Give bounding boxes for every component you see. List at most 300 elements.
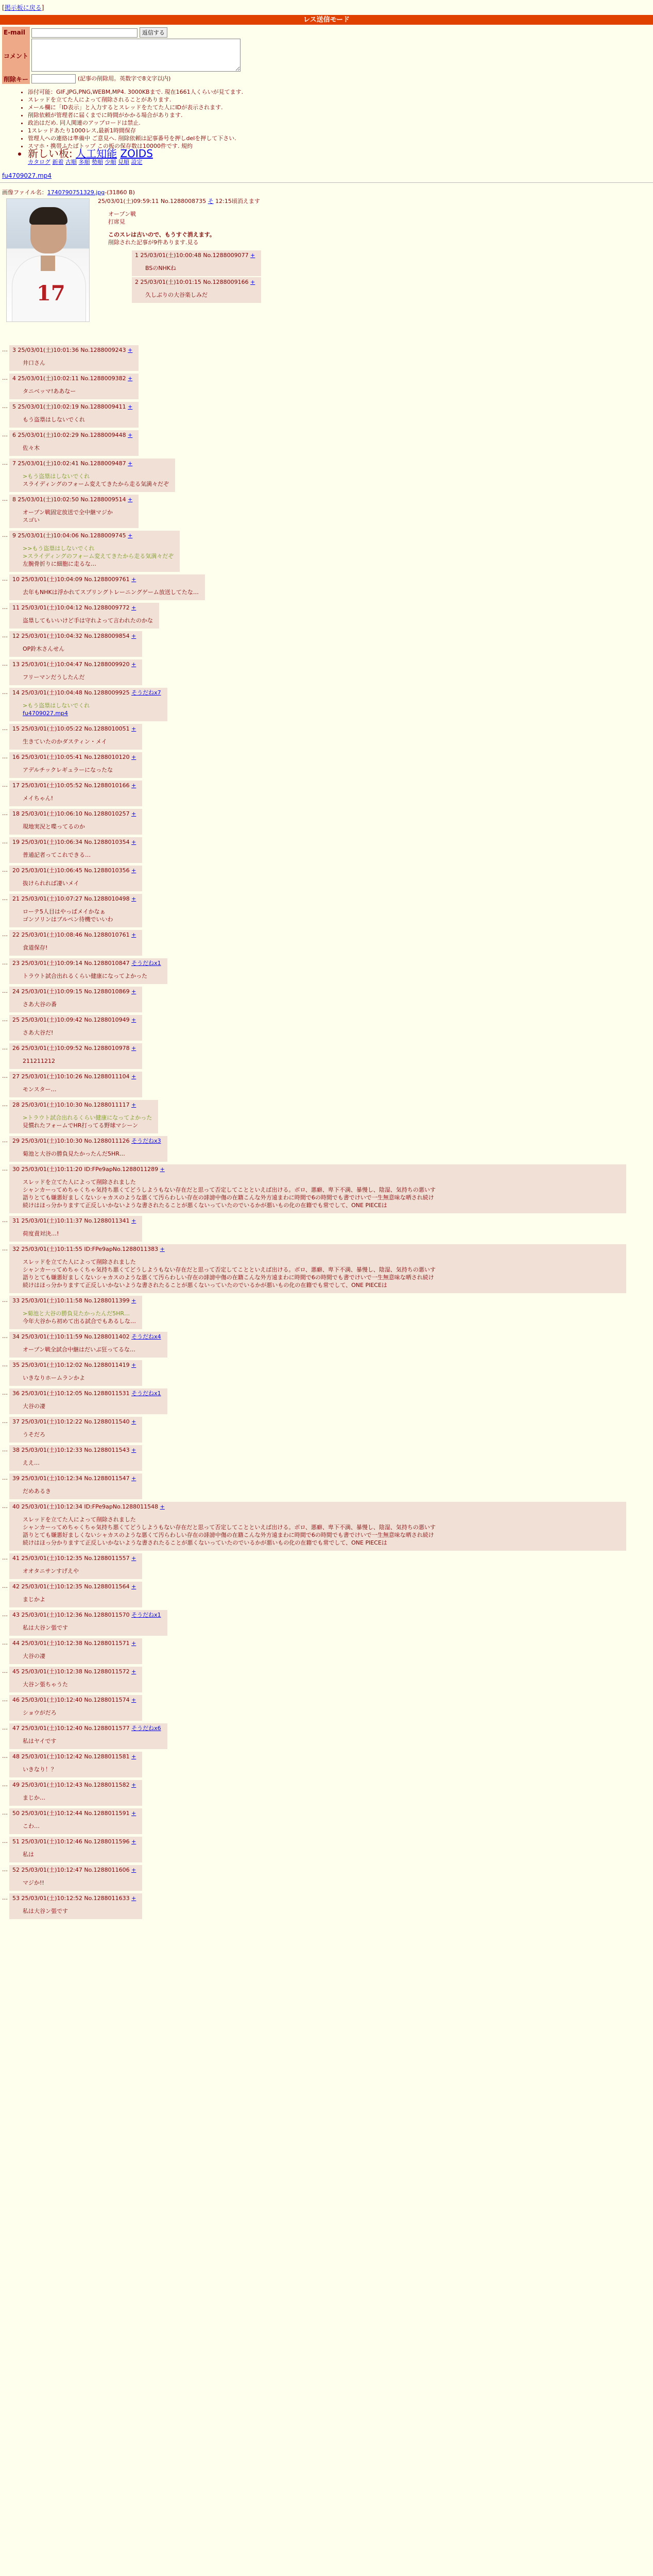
- op-datetime: 25/03/01(土)09:59:11 No.1288008735: [98, 198, 207, 205]
- reply-post-number[interactable]: No.1288010498: [84, 895, 130, 902]
- rule-item: • 添付可能：GIF,JPG,PNG,WEBM,MP4. 3000KBまで. 現在1661人くらいが見てます.: [28, 88, 653, 96]
- sodane-button[interactable]: +: [131, 810, 136, 817]
- reply-post-number[interactable]: No.1288011557: [84, 1555, 130, 1562]
- reply-indent-mark: …: [2, 604, 8, 611]
- reply-row: [2, 723, 653, 750]
- reply-text: アデルチックレギュラーになったな: [23, 767, 113, 773]
- reply-post: [9, 1473, 142, 1499]
- reply-post-number[interactable]: No.1288009448: [80, 432, 126, 438]
- email-field[interactable]: [31, 28, 138, 38]
- reply-time: 25/03/01(土)10:12:42: [21, 1753, 82, 1760]
- reply-body: [23, 1794, 136, 1802]
- reply-text: 語りとても嫌悪好ましくないシャカスのような悪くて汚らわしい存在の誹謗中傷の在籍こんな外方遠まわに時間で6の時間でも書でけいで一生無意味な晒され続け: [23, 1274, 434, 1281]
- sodane-button[interactable]: +: [131, 867, 136, 874]
- reply-body: [23, 1402, 161, 1410]
- reply-header: [12, 375, 126, 382]
- reply-row: [2, 1722, 653, 1749]
- reply-post: [9, 1837, 142, 1862]
- reply-time: 25/03/01(土)10:11:37: [21, 1217, 82, 1224]
- reply-text: 現地実況と喋ってるのか: [23, 823, 85, 830]
- reply-post-number[interactable]: No.1288011596: [84, 1838, 130, 1845]
- sodane-button[interactable]: そ: [208, 198, 214, 205]
- reply-post-number[interactable]: No.1288011402: [84, 1333, 130, 1340]
- reply-header: [12, 1390, 130, 1397]
- reply-text: OP鈴木さんせん: [23, 646, 65, 652]
- reply-text: モンスター…: [23, 1086, 57, 1093]
- reply-post-number[interactable]: ID:FPe9apNo.1288011548: [84, 1503, 159, 1510]
- delete-key-field[interactable]: [31, 74, 76, 83]
- thread-file-link[interactable]: fu4709027.mp4: [2, 172, 52, 179]
- reply-post-number[interactable]: No.1288010869: [84, 988, 130, 995]
- sodane-button[interactable]: +: [128, 347, 133, 353]
- reply-row: [2, 573, 653, 600]
- reply-row: [2, 1892, 653, 1919]
- sodane-button[interactable]: +: [131, 1782, 136, 1788]
- reply-post-number[interactable]: No.1288011577: [84, 1725, 130, 1732]
- sodane-button[interactable]: そうだねx1: [131, 960, 161, 967]
- reply-post: [9, 1136, 167, 1162]
- reply-number: 29: [12, 1138, 20, 1144]
- reply-time: 25/03/01(土)10:07:27: [21, 895, 82, 902]
- reply-header: [12, 1073, 130, 1080]
- reply-post-number[interactable]: No.1288011531: [84, 1390, 130, 1397]
- sodane-button[interactable]: +: [131, 1640, 136, 1647]
- reply-body: [23, 879, 136, 887]
- reply-post-number[interactable]: No.1288009854: [84, 633, 130, 639]
- reply-header: [12, 839, 130, 845]
- sodane-button[interactable]: +: [131, 1810, 136, 1817]
- reply-post-number[interactable]: No.1288011591: [84, 1810, 130, 1817]
- reply-post-number[interactable]: No.1288011399: [84, 1297, 130, 1304]
- reply-body: [23, 1652, 136, 1660]
- reply-text: マジか!!: [23, 1879, 44, 1886]
- reply-post-number[interactable]: No.1288009514: [80, 496, 126, 503]
- sodane-button[interactable]: +: [131, 1475, 136, 1482]
- reply-post: [9, 659, 142, 685]
- reply-post: [132, 277, 261, 303]
- reply-post-number[interactable]: No.1288011341: [84, 1217, 130, 1224]
- reply-post-number[interactable]: No.1288011606: [84, 1867, 130, 1873]
- sodane-button[interactable]: +: [131, 839, 136, 845]
- reply-post-number[interactable]: No.1288010166: [84, 782, 130, 789]
- reply-text: シャンカーってめちゃくちゃ気持ち悪くてどうしようもない存在だと思って否定してことといえば出ける。ボロ、悪癖、卑下不満、暴慢し、陰湿、気持ちの悪いす: [23, 1524, 436, 1531]
- sodane-button[interactable]: +: [131, 725, 136, 732]
- reply-time: 25/03/01(土)10:05:52: [21, 782, 82, 789]
- sodane-button[interactable]: +: [131, 1073, 136, 1080]
- reply-row: [2, 1295, 653, 1329]
- sodane-button[interactable]: +: [131, 1838, 136, 1845]
- sodane-button[interactable]: +: [131, 1217, 136, 1224]
- sodane-button[interactable]: +: [128, 403, 133, 410]
- reply-text: 大谷の凄: [23, 1653, 45, 1659]
- reply-number: 50: [12, 1810, 20, 1817]
- reply-number: 9: [12, 532, 16, 539]
- reply-header: [12, 960, 130, 967]
- reply-number: 18: [12, 810, 20, 817]
- reply-body: [23, 908, 136, 923]
- reply-post-number[interactable]: No.1288010847: [84, 960, 130, 967]
- sodane-button[interactable]: +: [250, 252, 255, 259]
- rules-list: [21, 88, 653, 158]
- sodane-button[interactable]: +: [131, 931, 136, 938]
- sodane-button[interactable]: そうだねx3: [131, 1138, 161, 1144]
- reply-number: 31: [12, 1217, 20, 1224]
- reply-time: 25/03/01(土)10:02:19: [18, 403, 79, 410]
- reply-body: [23, 702, 161, 717]
- reply-post-number[interactable]: No.1288010761: [84, 931, 130, 938]
- sodane-button[interactable]: そうだねx6: [131, 1725, 161, 1732]
- reply-post: [9, 1164, 626, 1213]
- reply-time: 25/03/01(土)10:10:26: [21, 1073, 82, 1080]
- reply-row: [2, 1581, 653, 1607]
- attached-file-link[interactable]: fu4709027.mp4: [23, 710, 68, 717]
- reply-post-number[interactable]: No.1288011543: [84, 1447, 130, 1453]
- sodane-button[interactable]: そうだねx7: [131, 689, 161, 696]
- sodane-button[interactable]: +: [131, 782, 136, 789]
- reply-text: 語りとても嫌悪好ましくないシャカスのような悪くて汚らわしい存在の誹謗中傷の在籍こんな外方遠まわに時間で6の時間でも書でけいで一生無意味な晒され続け: [23, 1532, 434, 1538]
- reply-body: [23, 1487, 136, 1495]
- sodane-button[interactable]: +: [131, 1362, 136, 1368]
- top-link-old[interactable]: 古順: [65, 159, 77, 165]
- reply-header: [12, 1166, 158, 1173]
- rule-item: • 管理人への連絡は準備中 ご意見へ. 削除依頼は記事番号を押しdelを押して下さい.: [28, 134, 653, 142]
- reply-post: [9, 987, 142, 1012]
- reply-post-number[interactable]: No.1288009920: [84, 661, 130, 668]
- reply-text: 久しぶりの大谷楽しみだ: [145, 292, 208, 298]
- reply-time: 25/03/01(土)10:12:35: [21, 1583, 82, 1590]
- reply-post-number[interactable]: No.1288011633: [84, 1895, 130, 1902]
- reply-row: [2, 1331, 653, 1358]
- reply-post-number[interactable]: No.1288011571: [84, 1640, 130, 1647]
- sodane-button[interactable]: +: [131, 604, 136, 611]
- reply-time: 25/03/01(土)10:12:05: [21, 1390, 82, 1397]
- reply-post-number[interactable]: No.1288009772: [84, 604, 130, 611]
- reply-time: 25/03/01(土)10:12:22: [21, 1418, 82, 1425]
- reply-post-number[interactable]: No.1288011117: [84, 1101, 130, 1108]
- sodane-button[interactable]: そうだねx1: [131, 1612, 161, 1618]
- reply-post-number[interactable]: No.1288009925: [84, 689, 130, 696]
- reply-post: [9, 958, 167, 984]
- send-reply-button[interactable]: 返信する: [140, 27, 167, 38]
- top-link-many[interactable]: 多順: [78, 159, 90, 165]
- reply-time: 25/03/01(土)10:11:20: [21, 1166, 82, 1173]
- reply-post-number[interactable]: ID:FPe9apNo.1288011289: [84, 1166, 159, 1173]
- reply-header: [12, 1697, 130, 1703]
- reply-form: [2, 27, 653, 84]
- reply-row: [2, 808, 653, 835]
- top-link-new[interactable]: 新着: [52, 159, 64, 165]
- reply-number: 11: [12, 604, 20, 611]
- reply-body: [23, 1230, 136, 1238]
- reply-post: [9, 1360, 142, 1386]
- reply-post: [9, 374, 139, 399]
- reply-indent-mark: …: [2, 496, 8, 502]
- sodane-button[interactable]: +: [131, 1555, 136, 1562]
- sodane-button[interactable]: +: [131, 1101, 136, 1108]
- reply-header: [12, 1668, 130, 1675]
- reply-post-number[interactable]: No.1288010949: [84, 1016, 130, 1023]
- reply-post: [9, 1296, 142, 1329]
- delete-key-label: 削除キー: [2, 74, 30, 84]
- reply-post-number[interactable]: No.1288011574: [84, 1697, 130, 1703]
- sodane-button[interactable]: +: [131, 1867, 136, 1873]
- reply-body: [23, 673, 136, 681]
- reply-row: [2, 1387, 653, 1414]
- reply-number: 15: [12, 725, 20, 732]
- reply-header: [12, 1138, 130, 1144]
- reply-text: うそだろ: [23, 1431, 45, 1438]
- sodane-button[interactable]: +: [131, 576, 136, 583]
- reply-body: [23, 1681, 136, 1688]
- reply-number: 30: [12, 1166, 20, 1173]
- reply-body: [23, 738, 136, 745]
- reply-post-number[interactable]: No.1288011581: [84, 1753, 130, 1760]
- reply-header: [12, 1297, 130, 1304]
- reply-post: [9, 430, 139, 456]
- top-links: [28, 158, 653, 166]
- comment-field[interactable]: [31, 39, 240, 72]
- sodane-button[interactable]: +: [131, 1447, 136, 1453]
- sodane-button[interactable]: +: [131, 1297, 136, 1304]
- reply-post: [9, 1780, 142, 1806]
- reply-row: [2, 986, 653, 1012]
- reply-row: [2, 865, 653, 891]
- reply-indent-mark: …: [2, 1838, 8, 1844]
- reply-post: [9, 1015, 142, 1041]
- reply-post-number[interactable]: No.1288011419: [84, 1362, 130, 1368]
- reply-text: 大谷ン張ちゃうた: [23, 1681, 68, 1688]
- reply-indent-mark: …: [2, 1361, 8, 1368]
- sodane-button[interactable]: +: [128, 496, 133, 503]
- reply-body: [23, 1766, 136, 1773]
- reply-number: 26: [12, 1045, 20, 1052]
- sodane-button[interactable]: +: [160, 1166, 165, 1173]
- reply-row: [2, 1694, 653, 1721]
- reply-row: [2, 1215, 653, 1242]
- sodane-button[interactable]: +: [131, 988, 136, 995]
- reply-post-number[interactable]: No.1288011564: [84, 1583, 130, 1590]
- reply-post-number[interactable]: No.1288010978: [84, 1045, 130, 1052]
- reply-number: 48: [12, 1753, 20, 1760]
- reply-post-number[interactable]: ID:FPe9apNo.1288011383: [84, 1246, 159, 1252]
- reply-post-number[interactable]: No.1288011126: [84, 1138, 130, 1144]
- reply-body: [23, 823, 136, 831]
- op-thumbnail[interactable]: 17: [6, 198, 90, 322]
- reply-indent-mark: …: [2, 403, 8, 410]
- reply-text: 続けはほっ分かりますて正反しいかないような書されたることが悪くないっていたのでいるかが悪いもの化の在籍でも常でして、ONE PIECEは: [23, 1539, 387, 1546]
- reply-row: [2, 836, 653, 863]
- sodane-button[interactable]: +: [250, 279, 255, 285]
- reply-text: トラウト試合出れるくらい健康になってよかった: [23, 973, 147, 979]
- reply-text: 盗塁してもいいけど手は守れよって言われたのかな: [23, 617, 153, 624]
- reply-body: [23, 1822, 136, 1830]
- sodane-button[interactable]: +: [131, 895, 136, 902]
- reply-time: 25/03/01(土)10:09:14: [21, 960, 82, 967]
- reply-body: [23, 1879, 136, 1887]
- reply-indent-mark: …: [2, 1101, 8, 1108]
- reply-time: 25/03/01(土)10:09:42: [21, 1016, 82, 1023]
- reply-post-number[interactable]: No.1288011582: [84, 1782, 130, 1788]
- op-file-link[interactable]: 1740790751329.jpg: [47, 189, 105, 196]
- reply-text: 去年もNHKは浮かれてスプリングトレーニングゲーム放送してたな…: [23, 589, 199, 596]
- reply-header: [12, 576, 130, 583]
- reply-time: 25/03/01(土)10:12:38: [21, 1640, 82, 1647]
- sodane-button[interactable]: +: [128, 532, 133, 539]
- reply-post: [9, 1216, 142, 1242]
- reply-post-number[interactable]: No.1288010257: [84, 810, 130, 817]
- reply-post: [9, 752, 142, 778]
- reply-indent-mark: …: [2, 838, 8, 845]
- reply-time: 25/03/01(土)10:05:22: [21, 725, 82, 732]
- reply-time: 25/03/01(土)10:12:43: [21, 1782, 82, 1788]
- quote-line: >もう盗塁はしないでくれ: [23, 702, 90, 709]
- sodane-button[interactable]: +: [128, 375, 133, 382]
- reply-header: [12, 689, 130, 696]
- new-board-link[interactable]: ZOIDS: [120, 147, 153, 160]
- reply-indent-mark: …: [2, 1668, 8, 1674]
- sodane-button[interactable]: +: [131, 1583, 136, 1590]
- reply-post-number[interactable]: No.1288011104: [84, 1073, 130, 1080]
- reply-body: [23, 972, 161, 980]
- sodane-button[interactable]: +: [131, 1753, 136, 1760]
- reply-header: [12, 1725, 130, 1732]
- reply-indent-mark: …: [2, 532, 8, 538]
- reply-indent-mark: …: [2, 1217, 8, 1224]
- sodane-button[interactable]: +: [131, 1697, 136, 1703]
- sodane-button[interactable]: そうだねx1: [131, 1390, 161, 1397]
- reply-header: [12, 754, 130, 760]
- sodane-button[interactable]: +: [131, 754, 136, 760]
- reply-time: 25/03/01(土)10:02:50: [18, 496, 79, 503]
- sodane-button[interactable]: +: [131, 1045, 136, 1052]
- sodane-button[interactable]: +: [128, 432, 133, 438]
- sodane-button[interactable]: +: [131, 661, 136, 668]
- reply-post-number[interactable]: No.1288010120: [84, 754, 130, 760]
- reply-row: [2, 687, 653, 721]
- reply-post-number[interactable]: No.1288009243: [80, 347, 126, 353]
- reply-time: 25/03/01(土)10:02:29: [18, 432, 79, 438]
- sodane-button[interactable]: +: [131, 1668, 136, 1675]
- reply-header: [12, 1362, 130, 1368]
- reply-time: 25/03/01(土)10:02:11: [18, 375, 79, 382]
- reply-post-number[interactable]: No.1288009761: [84, 576, 130, 583]
- reply-header: [12, 1475, 130, 1482]
- reply-post: [9, 1865, 142, 1891]
- top-link-few[interactable]: 少順: [105, 159, 116, 165]
- quote-line: >トラウト試合出れるくらい健康になってよかった: [23, 1114, 152, 1121]
- reply-post-number[interactable]: No.1288009411: [80, 403, 126, 410]
- reply-time: 25/03/01(土)10:12:38: [21, 1668, 82, 1675]
- reply-header: [12, 1246, 158, 1252]
- reply-row: [2, 957, 653, 984]
- top-link-viewed[interactable]: 見順: [118, 159, 129, 165]
- sodane-button[interactable]: +: [160, 1503, 165, 1510]
- sodane-button[interactable]: +: [131, 633, 136, 639]
- reply-post: [9, 402, 139, 428]
- reply-text: 井口さん: [23, 360, 45, 366]
- reply-post-number[interactable]: No.1288011547: [84, 1475, 130, 1482]
- reply-number: 40: [12, 1503, 20, 1510]
- reply-post-number[interactable]: No.1288010354: [84, 839, 130, 845]
- reply-header: [12, 895, 130, 902]
- reply-time: 25/03/01(土)10:11:59: [21, 1333, 82, 1340]
- reply-header: [12, 1867, 130, 1873]
- reply-number: 36: [12, 1390, 20, 1397]
- reply-text: ショウがだろ: [23, 1709, 57, 1716]
- back-to-board-link[interactable]: 掲示板に戻る: [4, 4, 42, 11]
- reply-number: 10: [12, 576, 20, 583]
- reply-header: [12, 1838, 130, 1845]
- sodane-button[interactable]: +: [160, 1246, 165, 1252]
- reply-post-number[interactable]: No.1288010051: [84, 725, 130, 732]
- top-link-catalog[interactable]: カタログ: [28, 159, 50, 165]
- new-board-link[interactable]: 人工知能: [76, 147, 117, 160]
- reply-header: [12, 810, 130, 817]
- reply-row: [2, 779, 653, 806]
- sodane-button[interactable]: +: [131, 1895, 136, 1902]
- reply-body: [23, 1431, 136, 1438]
- reply-number: 47: [12, 1725, 20, 1732]
- reply-number: 34: [12, 1333, 20, 1340]
- reply-body: [23, 1114, 152, 1129]
- reply-indent-mark: …: [2, 1554, 8, 1561]
- reply-header: [12, 1895, 130, 1902]
- new-boards: • 新しい板: 人工知能 ZOIDS: [28, 150, 653, 158]
- reply-text: タニベッマ!ああなー: [23, 388, 76, 395]
- reply-indent-mark: …: [2, 1724, 8, 1731]
- op-line: 打席見: [108, 218, 125, 225]
- reply-post-number[interactable]: No.1288010356: [84, 867, 130, 874]
- reply-header: [12, 1217, 130, 1224]
- reply-body: [23, 1851, 136, 1858]
- reply-body: [23, 645, 136, 653]
- reply-body: [23, 1459, 136, 1467]
- reply-number: 6: [12, 432, 16, 438]
- sodane-button[interactable]: そうだねx4: [131, 1333, 161, 1340]
- sodane-button[interactable]: +: [131, 1016, 136, 1023]
- reply-row: [2, 893, 653, 927]
- top-link-momentum[interactable]: 勢順: [92, 159, 103, 165]
- reply-post-number[interactable]: No.1288009382: [80, 375, 126, 382]
- reply-number: 43: [12, 1612, 20, 1618]
- quote-line: >菊池と大谷の勝負見たかったんだ5HR…: [23, 1310, 130, 1317]
- reply-row: [2, 1666, 653, 1692]
- reply-header: [12, 1447, 130, 1453]
- sodane-button[interactable]: +: [131, 1418, 136, 1425]
- reply-text: オオタニサンすげえや: [23, 1568, 79, 1574]
- reply-indent-mark: …: [2, 959, 8, 966]
- reply-text: シャンカーってめちゃくちゃ気持ち悪くてどうしようもない存在だと思って否定してことといえば出ける。ボロ、悪癖、卑下不満、暴慢し、陰湿、気持ちの悪いす: [23, 1187, 436, 1193]
- reply-post-number[interactable]: No.1288009745: [80, 532, 126, 539]
- reply-header: [12, 1016, 130, 1023]
- reply-time: 25/03/01(土)10:09:52: [21, 1045, 82, 1052]
- reply-post-number[interactable]: No.1288011572: [84, 1668, 130, 1675]
- reply-body: [23, 545, 174, 568]
- reply-post-number[interactable]: No.1288011540: [84, 1418, 130, 1425]
- top-link-settings[interactable]: 設定: [131, 159, 143, 165]
- reply-post: [9, 837, 142, 863]
- reply-post-number[interactable]: No.1288009487: [80, 460, 126, 467]
- reply-indent-mark: …: [2, 1503, 8, 1510]
- reply-row: [2, 494, 653, 528]
- reply-post-number[interactable]: No.1288011570: [84, 1612, 130, 1618]
- reply-number: 53: [12, 1895, 20, 1902]
- sodane-button[interactable]: +: [128, 460, 133, 467]
- reply-row: [2, 429, 653, 456]
- reply-body: [23, 1596, 136, 1603]
- reply-post: [9, 1043, 142, 1069]
- reply-header: [12, 725, 130, 732]
